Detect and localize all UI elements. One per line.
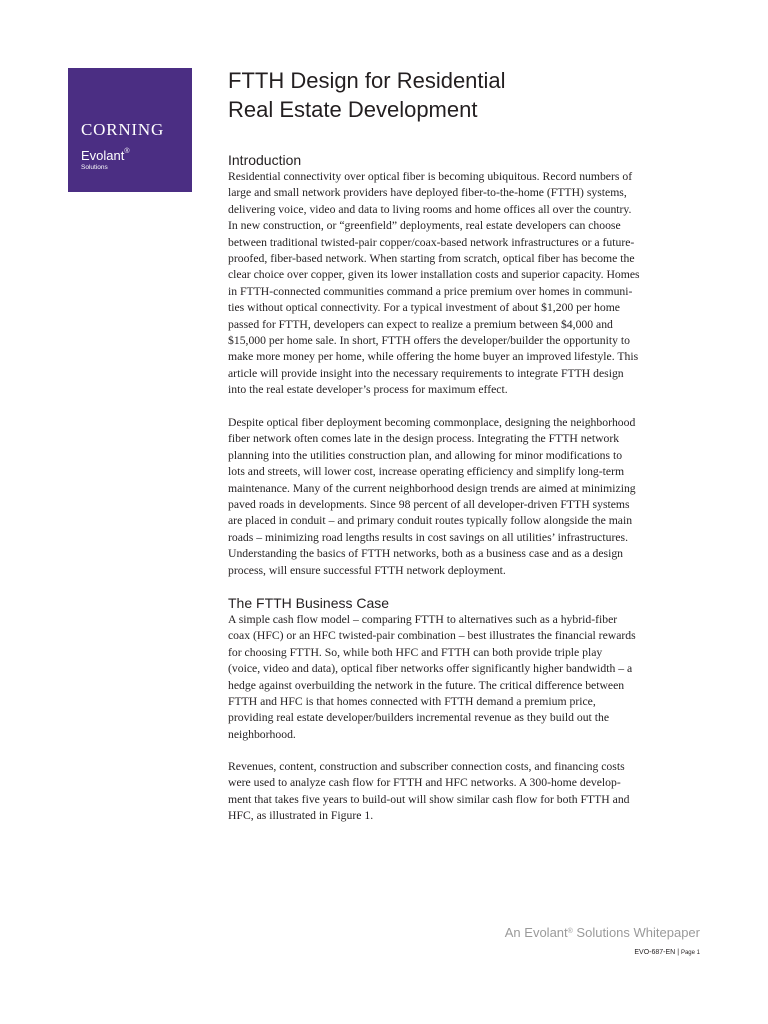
section-heading-business-case: The FTTH Business Case xyxy=(228,595,390,611)
text-line: neighborhood. xyxy=(228,727,296,741)
text-line: into the real estate developer’s process for maximum effect. xyxy=(228,383,508,397)
text-line: Understanding the basics of FTTH networks, both as a business case and as a design xyxy=(228,547,624,561)
text-line: Revenues, content, construction and subscriber connection costs, and financing costs xyxy=(228,760,625,773)
text-line: providing real estate developer/builders incremental revenue as they build out the xyxy=(228,711,610,725)
text-line: clear choice over copper, given its lower installation costs and superior capacity. Homes xyxy=(228,268,640,282)
section-heading-introduction: Introduction xyxy=(228,152,302,168)
text-line: ment that takes five years to build-out will show similar cash flow for both FTTH and xyxy=(228,792,630,806)
text-line: are placed in conduit – and primary conduit routes typically follow alongside the main xyxy=(228,514,633,528)
text-line: coax (HFC) or an HFC twisted-pair combination – best illustrates the financial rewards xyxy=(228,629,636,643)
text-line: Despite optical fiber deployment becoming commonplace, designing the neighborhood xyxy=(228,416,636,429)
footer-tagline-pre: An Evolant xyxy=(504,925,568,940)
document-title-line-1: FTTH Design for Residential xyxy=(228,68,506,93)
logo-sub-text: Solutions xyxy=(81,164,108,171)
text-line: roads – minimizing road lengths results in cost savings on all utilities’ infrastructures. xyxy=(228,530,629,544)
text-line: between traditional twisted-pair copper/coax-based network infrastructures or a future- xyxy=(228,235,635,249)
logo-product-text xyxy=(81,149,130,162)
logo-brand-text: CORNING xyxy=(81,120,165,139)
text-line: passed for FTTH, developers can expect to realize a premium between $4,000 and xyxy=(228,317,613,331)
footer-separator: | xyxy=(677,949,680,956)
text-line: paved roads in developments. Since 98 percent of all developer-driven FTTH systems xyxy=(228,498,630,512)
corning-evolant-logo xyxy=(68,68,192,192)
text-line: In new construction, or “greenfield” deployments, real estate developers can choose xyxy=(228,219,621,233)
text-line: ties without optical connectivity. For a typical investment of about $1,200 per home xyxy=(228,301,620,315)
text-line: article will provide insight into the necessary requirements to integrate FTTH design xyxy=(228,366,624,380)
text-line: process, will ensure successful FTTH network deployment. xyxy=(228,563,506,577)
paragraph-intro-2 xyxy=(228,415,700,579)
text-line: HFC, as illustrated in Figure 1. xyxy=(228,809,374,823)
logo-product-name: Evolant xyxy=(81,148,125,163)
text-line: proofed, fiber-based network. When starting from scratch, optical fiber has become the xyxy=(228,252,635,266)
document-title-line-2: Real Estate Development xyxy=(228,97,478,122)
footer-tagline xyxy=(505,924,700,942)
text-line: hedge against overbuilding the network in the future. The critical difference between xyxy=(228,678,625,692)
text-line: in FTTH-connected communities command a price premium over homes in communi- xyxy=(228,284,633,298)
text-line: lots and streets, will lower cost, increase operating efficiency and simplify long-term xyxy=(228,465,625,479)
document-title xyxy=(228,66,506,124)
page-number: Page 1 xyxy=(680,950,700,956)
text-line: FTTH and HFC is that homes connected with FTTH demand a premium price, xyxy=(228,695,596,709)
text-line: delivering voice, video and data to living rooms and home offices all over the country. xyxy=(228,202,632,216)
footer-registered-mark: ® xyxy=(567,928,573,935)
text-line: planning into the utilities construction plan, and allowing for minor modifications to xyxy=(228,448,623,462)
paragraph-business-2 xyxy=(228,759,700,825)
text-line: maintenance. Many of the current neighborhood design trends are aimed at minimizing xyxy=(228,481,636,495)
paragraph-intro-1 xyxy=(228,169,700,399)
text-line: large and small network providers have deployed fiber-to-the-home (FTTH) systems, xyxy=(228,186,627,200)
text-line: were used to analyze cash flow for FTTH and HFC networks. A 300-home develop- xyxy=(228,776,621,790)
text-line: fiber network often comes late in the design process. Integrating the FTTH network xyxy=(228,432,620,446)
document-code: EVO-687-EN xyxy=(634,949,676,956)
footer-document-code xyxy=(634,948,700,958)
text-line: A simple cash flow model – comparing FTTH to alternatives such as a hybrid-fiber xyxy=(228,613,618,626)
text-line: (voice, video and data), optical fiber networks offer significantly higher bandwidth – a xyxy=(228,662,633,676)
text-line: make more money per home, while offering the home buyer an improved lifestyle. This xyxy=(228,350,639,364)
paragraph-business-1 xyxy=(228,612,700,743)
logo-registered-mark: ® xyxy=(124,148,130,155)
text-line: for choosing FTTH. So, while both HFC and FTTH can both provide triple play xyxy=(228,645,603,659)
text-line: Residential connectivity over optical fiber is becoming ubiquitous. Record numbers of xyxy=(228,170,633,183)
footer-tagline-post: Solutions Whitepaper xyxy=(572,925,700,940)
text-line: $15,000 per home sale. In short, FTTH offers the developer/builder the opportunity to xyxy=(228,334,630,348)
